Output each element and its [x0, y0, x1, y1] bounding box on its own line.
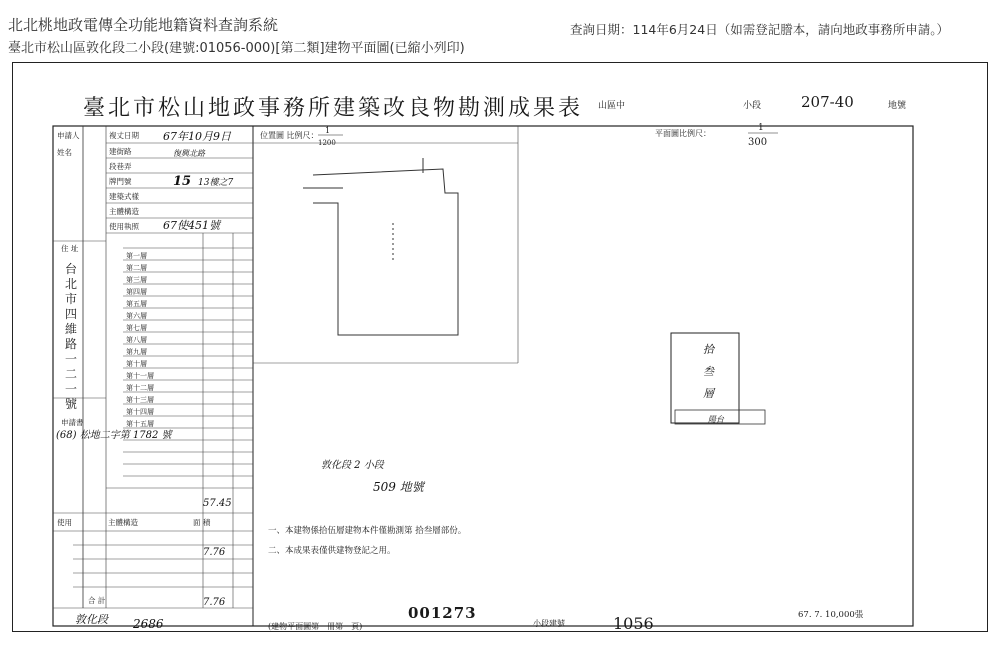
- plan-scale-den: 300: [748, 137, 768, 148]
- doc-title-suffix: 山區中: [598, 101, 626, 111]
- svg-text:主體構造: 主體構造: [109, 207, 139, 216]
- address-char: 二: [64, 367, 78, 381]
- svg-text:第十二層: 第十二層: [126, 384, 154, 392]
- plan-floor-char: 拾: [703, 343, 714, 356]
- plan-floor-char: 層: [703, 387, 714, 400]
- svg-text:牌門號: 牌門號: [109, 177, 132, 186]
- doc-number: 001273: [408, 604, 477, 622]
- serial-suffix: 地號: [888, 101, 907, 111]
- svg-text:建築式樣: 建築式樣: [109, 192, 139, 201]
- district-code: 2686: [133, 617, 164, 631]
- plan-floor-label: [703, 343, 716, 400]
- floor-labels: [126, 251, 154, 428]
- svg-text:建街路: 建街路: [109, 147, 132, 156]
- svg-text:第一層: 第一層: [126, 252, 147, 260]
- svg-text:第九層: 第九層: [126, 348, 147, 356]
- plan-scale-num: 1: [758, 123, 764, 133]
- floor-area: 57.45: [203, 498, 232, 509]
- svg-text:使用: 使用: [57, 518, 72, 527]
- address-char: 號: [64, 397, 78, 411]
- svg-text:申請人: 申請人: [57, 131, 80, 140]
- svg-text:主體構造: 主體構造: [108, 518, 138, 527]
- note-2: 二、本成果表僅供建物登記之用。: [268, 546, 396, 556]
- section-label: 小段: [743, 101, 762, 111]
- svg-text:姓名: 姓名: [57, 148, 72, 157]
- plan-reference: (建物平面圖第 冊第 頁): [268, 622, 363, 631]
- svg-text:第七層: 第七層: [126, 324, 147, 332]
- svg-text:第三層: 第三層: [126, 276, 147, 284]
- address-char: 市: [64, 292, 78, 306]
- permit-id: (68) 松地二字第 1782 號: [56, 430, 172, 441]
- total-attached-area: 7.76: [203, 597, 226, 608]
- svg-text:第十層: 第十層: [126, 360, 147, 368]
- survey-date: 67年10月9日: [163, 130, 231, 143]
- svg-text:合 計: 合 計: [88, 596, 106, 605]
- plan-scale-label: 平面圖比例尺：: [655, 129, 711, 138]
- location-scale-den: 1200: [318, 139, 336, 147]
- scanned-survey-form: [13, 63, 987, 631]
- svg-text:住 址: 住 址: [61, 244, 79, 253]
- svg-text:第八層: 第八層: [126, 336, 147, 344]
- svg-text:申請書: 申請書: [61, 418, 84, 427]
- plan-floor-char: 叁: [703, 365, 714, 378]
- use-license: 67使451號: [163, 219, 220, 232]
- form-border: [53, 126, 913, 626]
- location-label: 位置圖 比例尺：: [260, 131, 319, 140]
- address-char: 維: [64, 322, 78, 336]
- system-title: 北北桃地政電傳全功能地籍資料查詢系統: [8, 16, 279, 34]
- doc-title: 臺北市松山地政事務所建築改良物勘測成果表: [83, 96, 584, 121]
- svg-text:第十三層: 第十三層: [126, 396, 154, 404]
- svg-text:面 積: 面 積: [193, 518, 211, 527]
- address-char: 台: [64, 262, 78, 276]
- svg-text:第二層: 第二層: [126, 264, 147, 272]
- svg-text:第五層: 第五層: [126, 300, 147, 308]
- address-char: 一: [64, 382, 78, 396]
- house-number: 15: [173, 174, 192, 189]
- address-char: 北: [64, 277, 78, 291]
- address-char: 路: [64, 337, 78, 351]
- query-date: 查詢日期：114年6月24日（如需登記謄本，請向地政事務所申請。）: [570, 22, 949, 37]
- svg-text:第十四層: 第十四層: [126, 408, 154, 416]
- survey-caption: 敦化段 2 小段: [321, 460, 384, 471]
- svg-text:第四層: 第四層: [126, 288, 147, 296]
- svg-text:段巷弄: 段巷弄: [109, 162, 132, 171]
- building-number: 1056: [613, 614, 654, 631]
- address-vertical: [65, 262, 77, 411]
- attached-area: 7.76: [203, 547, 226, 558]
- address-char: 四: [64, 307, 78, 321]
- location-map-sketch: [303, 158, 458, 335]
- document-subtitle: 臺北市松山區敦化段二小段(建號:01056-000)[第二類]建物平面圖(已縮小列印): [8, 41, 465, 56]
- note-1: 一、本建物係拾伍層建物本件僅勘測第 拾叁層部份。: [268, 526, 467, 536]
- svg-text:第十五層: 第十五層: [126, 420, 154, 428]
- floor-extra: 13樓之7: [198, 178, 234, 188]
- svg-text:複丈日期: 複丈日期: [109, 131, 139, 140]
- district-label: 敦化段: [75, 613, 108, 626]
- svg-text:第六層: 第六層: [126, 312, 147, 320]
- survey-parcel: 509 地號: [373, 480, 424, 494]
- serial-number: 207-40: [801, 93, 854, 111]
- location-scale-num: 1: [325, 126, 331, 135]
- print-info: 67. 7. 10,000張: [798, 610, 864, 620]
- svg-text:使用執照: 使用執照: [109, 222, 139, 231]
- street-name: 復興北路: [173, 149, 205, 158]
- balcony-label: 陽台: [708, 415, 724, 424]
- svg-text:第十一層: 第十一層: [126, 372, 154, 380]
- scanned-document-frame: [12, 62, 988, 632]
- address-char: 一: [64, 352, 78, 366]
- building-no-label: 小段建號: [533, 619, 565, 628]
